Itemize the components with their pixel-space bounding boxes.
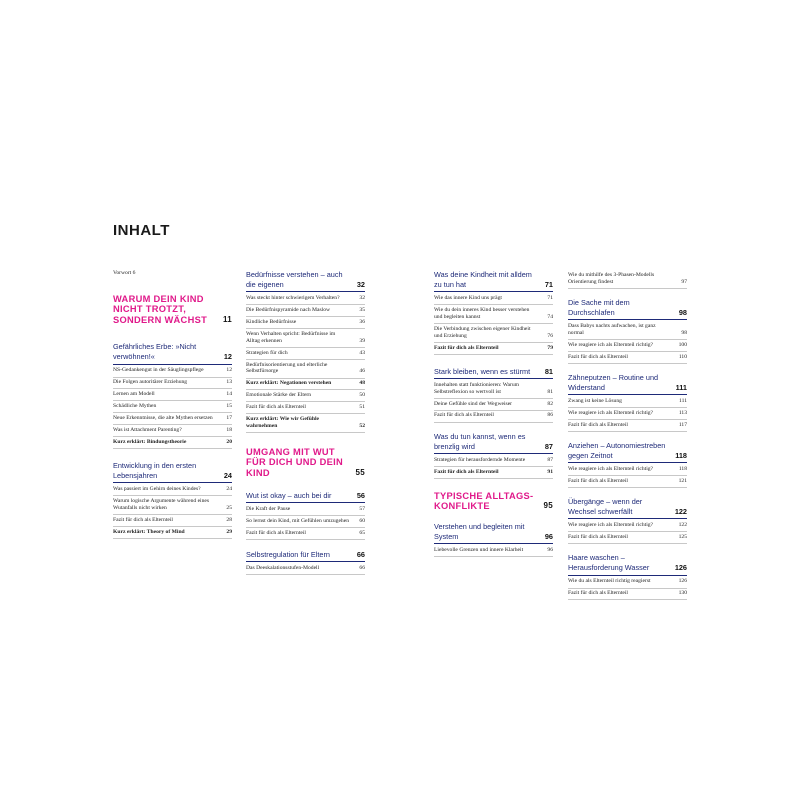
toc-entry-title: Fazit für dich als Elternteil [568, 421, 628, 428]
toc-entry[interactable] [246, 504, 365, 516]
page-number: 81 [547, 388, 553, 395]
toc-entry[interactable] [113, 437, 232, 449]
toc-entry[interactable] [434, 293, 553, 305]
toc-section[interactable] [113, 461, 232, 483]
toc-chapter[interactable] [113, 294, 232, 325]
toc-entry-title: Wie du mithilfe des 3-Phasen-Modells Orientierung findest [568, 271, 655, 285]
toc-entry-title: Zwang ist keine Lösung [568, 397, 622, 404]
toc-chapter[interactable] [434, 491, 553, 512]
page-number: 96 [544, 531, 553, 541]
page-number: 82 [547, 400, 553, 407]
toc-entry-title: Wie reagiere ich als Elternteil richtig? [568, 341, 654, 348]
toc-entry-title: Fazit für dich als Elternteil [246, 404, 306, 411]
toc-entry[interactable] [246, 360, 365, 379]
toc-entry[interactable] [568, 352, 687, 364]
toc-entry-title: Fazit für dich als Elternteil [568, 534, 628, 541]
page-number: 13 [226, 379, 232, 386]
toc-section-title: Wut ist okay – auch bei dir [246, 491, 332, 501]
toc-entry-title: Was ist Attachment Parenting? [113, 426, 182, 433]
toc-entry-title: Was steckt hinter schwierigem Verhalten? [246, 295, 340, 302]
toc-section-title: Die Sache mit dem Durchschlafen [568, 297, 630, 317]
toc-entry[interactable] [434, 411, 553, 423]
toc-entry-title: Strategien für herausfordernde Momente [434, 456, 526, 463]
toc-section-title: Zähneputzen – Routine und Widerstand [568, 372, 659, 392]
page-number: 32 [356, 280, 365, 290]
toc-entry-title: Fazit für dich als Elternteil [246, 530, 306, 537]
toc-entry-title: Fazit für dich als Elternteil [434, 468, 499, 475]
toc-section-title: Anziehen – Autonomiestreben gegen Zeitnot [568, 440, 666, 461]
page-number: 48 [359, 380, 365, 387]
toc-entry-title: Fazit für dich als Elternteil [568, 590, 628, 597]
toc-entry-title: Fazit für dich als Elternteil [113, 516, 173, 523]
toc-entry[interactable] [113, 515, 232, 527]
page-title: INHALT [113, 222, 170, 239]
toc-entry-title: Schädliche Mythen [113, 403, 157, 410]
page-number: 122 [674, 507, 687, 517]
toc-entry-title: Fazit für dich als Elternteil [568, 353, 628, 360]
toc-entry[interactable] [434, 455, 553, 467]
toc-chapter-title: TYPISCHE ALLTAGS-KONFLIKTE [434, 490, 534, 512]
page-number: 97 [681, 278, 687, 285]
toc-entry[interactable] [246, 414, 365, 433]
toc-entry-title: Das Deeskalationsstufen-Modell [246, 565, 320, 572]
toc-entry[interactable] [568, 408, 687, 420]
page-number: 50 [359, 392, 365, 399]
page-number: 121 [678, 477, 687, 484]
toc-entry[interactable] [246, 528, 365, 540]
toc-entry-title: Kurz erklärt: Bindungstheorie [113, 438, 187, 445]
page-number: 36 [359, 318, 365, 325]
toc-entry[interactable] [568, 321, 687, 340]
toc-entry-title: Fazit für dich als Elternteil [434, 412, 494, 419]
toc-entry[interactable] [568, 464, 687, 476]
page-number: 25 [226, 504, 232, 511]
page-number: 71 [547, 295, 553, 302]
toc-entry-title: Innehalten statt funktionieren: Warum Selbstreflexion so wertvoll ist [434, 381, 520, 395]
page-number: 87 [544, 441, 553, 451]
page-number: 43 [359, 349, 365, 356]
toc-entry[interactable] [113, 527, 232, 539]
toc-entry[interactable] [434, 399, 553, 411]
toc-section-title: Übergänge – wenn der Wechsel schwerfällt [568, 497, 643, 517]
toc-entry-title: Warum logische Argumente während eines Wutanfalls nicht wirken [113, 497, 210, 511]
page-number: 125 [678, 534, 687, 541]
toc-entry-title: So lernst dein Kind, mit Gefühlen umzugehen [246, 518, 349, 525]
toc-entry[interactable] [113, 496, 232, 515]
page-number: 65 [359, 530, 365, 537]
toc-section[interactable] [246, 270, 365, 292]
page-number: 87 [547, 456, 553, 463]
page-number: 98 [681, 329, 687, 336]
toc-entry[interactable] [434, 324, 553, 343]
page-number: 86 [547, 412, 553, 419]
toc-entry[interactable] [246, 516, 365, 528]
toc-entry[interactable] [568, 396, 687, 408]
toc-entry[interactable] [113, 413, 232, 425]
toc-entry[interactable] [113, 378, 232, 390]
toc-section-title: Verstehen und begleiten mit System [434, 521, 525, 541]
toc-entry[interactable] [568, 577, 687, 589]
toc-section[interactable] [568, 373, 687, 395]
page-number: 11 [222, 314, 232, 324]
toc-entry-title: Kurz erklärt: Negationen verstehen [246, 380, 332, 387]
toc-entry[interactable] [568, 270, 687, 289]
toc-section[interactable] [113, 342, 232, 364]
page-number: 46 [359, 368, 365, 375]
toc-entry[interactable] [113, 425, 232, 437]
toc-entry-title: Strategien für dich [246, 349, 288, 356]
toc-section[interactable] [434, 270, 553, 292]
page-number: 52 [359, 422, 365, 429]
toc-section[interactable] [246, 550, 365, 562]
toc-entry-title: Fazit für dich als Elternteil [568, 477, 628, 484]
page-number: 96 [547, 546, 553, 553]
page-number: 111 [679, 397, 687, 404]
page-number: 15 [226, 403, 232, 410]
toc-entry[interactable] [113, 484, 232, 496]
page-number: 110 [678, 353, 687, 360]
toc-entry-title: Kindliche Bedürfnisse [246, 318, 297, 325]
page-number: 29 [226, 528, 232, 535]
page-number: 126 [678, 578, 687, 585]
toc-entry[interactable] [434, 305, 553, 324]
toc-preface[interactable] [113, 270, 232, 277]
toc-chapter-title: UMGANG MIT WUT FÜR DICH UND DEIN KIND [246, 447, 344, 478]
toc-section[interactable] [246, 491, 365, 503]
page-number: 118 [675, 451, 687, 461]
toc-entry[interactable] [246, 379, 365, 391]
toc-section[interactable] [568, 441, 687, 463]
page-number: 12 [223, 352, 232, 362]
toc-entry-title: Wie reagiere ich als Elternteil richtig? [568, 466, 654, 473]
toc-entry-title: Wie reagiere ich als Elternteil richtig? [568, 522, 654, 529]
toc-entry-title: NS-Gedankengut in der Säuglingspflege [113, 367, 204, 374]
toc-chapter-title: WARUM DEIN KIND NICHT TROTZT, SONDERN WÄCHST [113, 294, 208, 325]
page-number: 71 [544, 280, 553, 290]
page-number: 81 [544, 366, 553, 376]
page-number: 76 [547, 332, 553, 339]
toc-entry[interactable] [246, 317, 365, 329]
page-number: 18 [226, 426, 232, 433]
toc-entry[interactable] [434, 343, 553, 355]
page-number: 28 [226, 516, 232, 523]
page-number: 118 [678, 466, 687, 473]
toc-column-1 [113, 270, 232, 539]
toc-entry[interactable] [434, 467, 553, 479]
page-number: 100 [678, 341, 687, 348]
toc-entry-title: Was passiert im Gehirn deines Kindes? [113, 486, 201, 493]
toc-section-title: Bedürfnisse verstehen – auch die eigenen [246, 270, 343, 290]
toc-entry-title: Wenn Verhalten spricht: Bedürfnisse im Alltag erkennen [246, 330, 336, 344]
toc-entry[interactable] [113, 366, 232, 378]
page-number: 95 [543, 501, 553, 511]
toc-entry[interactable] [434, 545, 553, 557]
toc-preface-title: Vorwort 6 [113, 270, 136, 276]
toc-entry[interactable] [246, 390, 365, 402]
toc-section[interactable] [434, 522, 553, 544]
toc-entry-title: Wie du als Elternteil richtig reagierst [568, 578, 651, 585]
toc-entry-title: Liebevolle Grenzen und innere Klarheit [434, 546, 524, 553]
page-number: 14 [226, 391, 232, 398]
toc-column-4 [568, 270, 687, 600]
toc-entry[interactable] [246, 563, 365, 575]
toc-entry[interactable] [246, 402, 365, 414]
toc-entry[interactable] [246, 293, 365, 305]
page-number: 56 [356, 491, 365, 501]
page-number: 98 [678, 308, 687, 317]
page-number: 39 [359, 337, 365, 344]
page-number: 66 [359, 565, 365, 572]
toc-entry[interactable] [568, 532, 687, 544]
toc-entry[interactable] [246, 305, 365, 317]
toc-column-3 [434, 270, 553, 557]
toc-entry[interactable] [113, 389, 232, 401]
toc-entry[interactable] [434, 380, 553, 399]
toc-section[interactable] [434, 367, 553, 379]
toc-entry-title: Deine Gefühle sind der Wegweiser [434, 400, 513, 407]
toc-entry-title: Kurz erklärt: Theory of Mind [113, 528, 185, 535]
page-number: 24 [226, 486, 232, 493]
page-number: 32 [359, 295, 365, 302]
toc-section-title: Selbstregulation für Eltern [246, 550, 330, 560]
toc-section[interactable] [434, 432, 553, 454]
toc-entry-title: Dass Babys nachts aufwachen, ist ganz normal [568, 323, 656, 336]
toc-entry-title: Wie das innere Kind uns prägt [434, 295, 502, 302]
toc-chapter[interactable] [246, 447, 365, 478]
toc-entry-title: Die Bedürfnispyramide nach Maslow [246, 307, 331, 314]
toc-entry[interactable] [568, 520, 687, 532]
toc-entry[interactable] [246, 348, 365, 360]
toc-entry-title: Bedürfnisorientierung und elterliche Selbstfürsorge [246, 361, 328, 375]
toc-entry[interactable] [568, 476, 687, 488]
page-number: 74 [547, 314, 553, 320]
toc-entry[interactable] [113, 401, 232, 413]
page-number: 24 [223, 471, 232, 481]
toc-entry[interactable] [568, 589, 687, 601]
page-number: 60 [359, 518, 365, 525]
page-number: 55 [355, 467, 365, 477]
toc-entry-title: Lernen am Modell [113, 391, 155, 398]
page-number: 51 [359, 404, 365, 411]
toc-entry-title: Die Kraft der Pause [246, 506, 291, 513]
toc-entry-title: Emotionale Stärke der Eltern [246, 392, 312, 399]
toc-entry-title: Kurz erklärt: Wie wir Gefühle wahrnehmen [246, 416, 320, 429]
toc-entry-title: Fazit für dich als Elternteil [434, 344, 499, 351]
page-number: 111 [675, 382, 687, 392]
toc-section-title: Was du tun kannst, wenn es brenzlig wird [434, 431, 526, 451]
toc-section[interactable] [568, 497, 687, 519]
page-number: 79 [547, 344, 553, 351]
toc-section-title: Haare waschen – Herausforderung Wasser [568, 553, 650, 573]
toc-section-title: Gefährliches Erbe: »Nicht verwöhnen!« [113, 342, 197, 362]
page-number: 126 [674, 563, 687, 573]
toc-section-title: Was deine Kindheit mit alldem zu tun hat [434, 270, 532, 290]
page-number: 122 [678, 522, 687, 529]
page-number: 20 [226, 438, 232, 445]
toc-section-title: Stark bleiben, wenn es stürmt [434, 366, 531, 376]
toc-entry-title: Wie du dein inneres Kind besser verstehen und begleiten kannst [434, 307, 530, 320]
page-number: 130 [678, 590, 687, 597]
page-number: 66 [356, 550, 365, 560]
page-number: 17 [226, 414, 232, 421]
page-number: 91 [547, 468, 553, 475]
page-number: 35 [359, 307, 365, 314]
toc-entry-title: Die Verbindung zwischen eigener Kindheit und Erziehung [434, 325, 531, 339]
toc-entry[interactable] [246, 329, 365, 348]
page-number: 117 [678, 421, 687, 428]
toc-column-2 [246, 270, 365, 575]
toc-section[interactable] [568, 298, 687, 320]
toc-entry-title: Neue Erkenntnisse, die alte Mythen ersetzen [113, 414, 213, 421]
toc-entry-title: Wie reagiere ich als Elternteil richtig? [568, 409, 654, 416]
toc-section-title: Entwicklung in den ersten Lebensjahren [113, 460, 197, 481]
toc-entry[interactable] [568, 420, 687, 432]
toc-entry[interactable] [568, 340, 687, 352]
page-number: 113 [678, 409, 687, 416]
page-number: 12 [226, 367, 232, 374]
page-number: 57 [359, 506, 365, 513]
toc-section[interactable] [568, 553, 687, 575]
toc-entry-title: Die Folgen autoritärer Erziehung [113, 379, 188, 386]
